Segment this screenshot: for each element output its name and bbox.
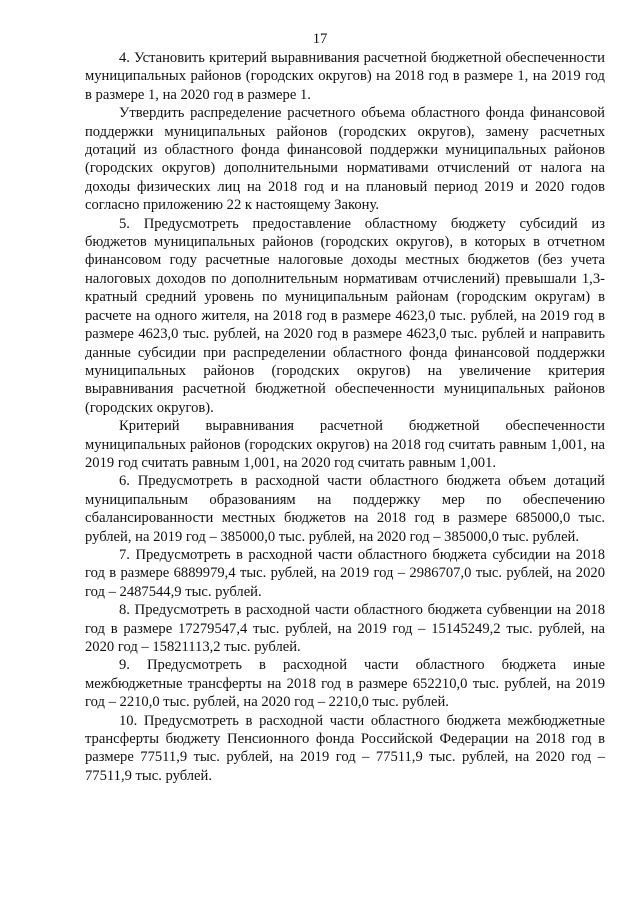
- page-number: 17: [312, 31, 328, 47]
- paragraph-item-7-subsidies: 7. Предусмотреть в расходной части областного бюджета субсидии на 2018 год в размере 6889979,4 тыс. рублей, на 2019 год – 2986707,0 тыс. рублей, на 2020 год – 2487544,9 тыс. рублей.: [85, 546, 605, 600]
- paragraph-item-4-criterion: 4. Установить критерий выравнивания расчетной бюджетной обеспеченности муниципальных районов (городских округов) на 2018 год в размере 1, на 2019 год в размере 1, на 2020 год в размере 1.: [85, 50, 605, 103]
- paragraph-item-10-pension-fund: 10. Предусмотреть в расходной части областного бюджета межбюджетные трансферты бюджету Пенсионного фонда Российской Федерации на 2018 год в размере 77511,9 тыс. рублей, на 2019 год – 77511,9 тыс. рублей, на 2020 год – 77511,9 тыс. рублей.: [85, 712, 605, 784]
- document-body: [85, 49, 605, 785]
- paragraph-item-9-transfers: 9. Предусмотреть в расходной части областного бюджета иные межбюджетные трансферты на 2018 год в размере 652210,0 тыс. рублей, на 2019 год – 2210,0 тыс. рублей, на 2020 год – 2210,0 тыс. рублей.: [85, 657, 605, 711]
- paragraph-approve-distribution: Утвердить распределение расчетного объема областного фонда финансовой поддержки муниципальных районов (городских округов), замену расчетных дотаций из областного фонда финансовой поддержки муниципальных районов (городских округов) дополнительными нормативами отчислений от налога на доходы физических лиц на 2018 год и на плановый период 2019 и 2020 годов согласно приложению 22 к настоящему Закону.: [85, 105, 605, 214]
- paragraph-item-8-subventions: 8. Предусмотреть в расходной части областного бюджета субвенции на 2018 год в размере 17279547,4 тыс. рублей, на 2019 год – 15145249,2 тыс. рублей, на 2020 год – 15821113,2 тыс. рублей.: [85, 602, 605, 655]
- paragraph-item-6-dotations: 6. Предусмотреть в расходной части областного бюджета объем дотаций муниципальным образованиям на поддержку мер по обеспечению сбалансированности местных бюджетов на 2018 год в размере 685000,0 тыс. рублей, на 2019 год – 385000,0 тыс. рублей, на 2020 год – 385000,0 тыс. рублей.: [85, 473, 605, 545]
- paragraph-criterion-values: Критерий выравнивания расчетной бюджетной обеспеченности муниципальных районов (городских округов) на 2018 год считать равным 1,001, на 2019 год считать равным 1,001, на 2020 год считать равным 1,001.: [85, 418, 605, 471]
- paragraph-item-5-subsidies: 5. Предусмотреть предоставление областному бюджету субсидий из бюджетов муниципальных районов (городских округов), в которых в отчетном финансовом году расчетные налоговые доходы местных бюджетов (без учета налоговых доходов по дополнительным нормативам отчислений) превышали 1,3-кратный средний уровень по муниципальным районам (городским округам) в расчете на одного жителя, на 2018 год в размере 4623,0 тыс. рублей, на 2019 год в размере 4623,0 тыс. рублей, на 2020 год в размере 4623,0 тыс. рублей и направить данные субсидии при распределении областного фонда финансовой поддержки муниципальных районов (городских округов) на увеличение критерия выравнивания расчетной бюджетной обеспеченности муниципальных районов (городских округов).: [85, 215, 605, 416]
